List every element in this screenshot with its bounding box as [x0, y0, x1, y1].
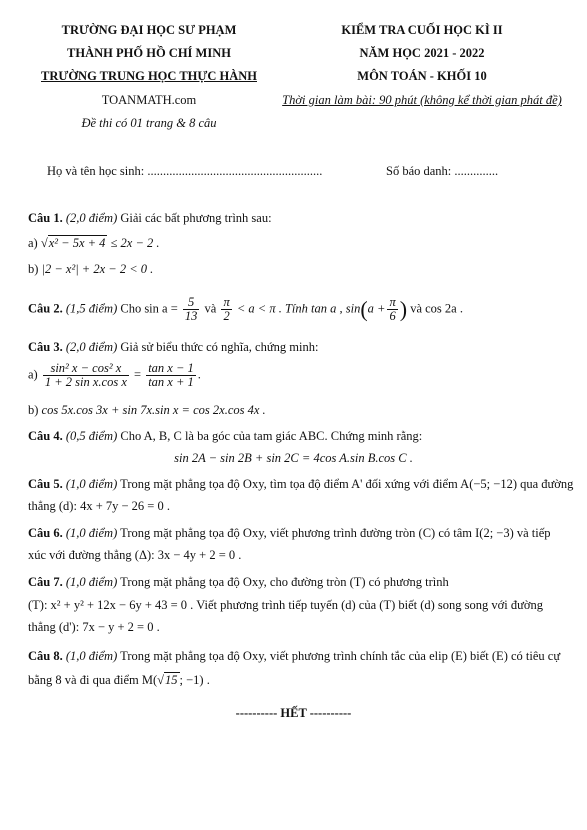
question-text: và — [204, 301, 217, 316]
question-points: (1,0 điểm) — [65, 575, 118, 589]
question-label: Câu 4. — [28, 429, 63, 443]
student-id-label: Số báo danh: — [386, 164, 452, 178]
student-name-row — [47, 164, 322, 179]
question-text: ; −1) . — [179, 673, 210, 687]
question-label: Câu 2. — [28, 301, 63, 316]
fraction: $\frac{\pi}{2}$ — [223, 295, 230, 324]
question-4 — [28, 429, 422, 444]
question-6 — [28, 526, 551, 541]
part-label: a) — [28, 367, 38, 382]
question-1a: a) √x² − 5x + 4 ≤ 2x − 2 . — [28, 236, 160, 250]
question-1b — [28, 262, 153, 277]
exam-title: KIỂM TRA CUỐI HỌC KÌ II — [341, 23, 503, 37]
question-text: Trong mặt phẳng tọa độ Oxy, cho đường tròn (T) có phương trình — [117, 575, 449, 589]
fraction: $\frac{\pi}{6}$ — [389, 295, 396, 324]
question-text: Trong mặt phẳng tọa độ Oxy, viết phương trình chính tắc của elip (E) biết (E) có tiêu cự — [120, 649, 561, 663]
math-expression: a + — [367, 301, 386, 316]
question-8 — [28, 649, 560, 664]
math-expression: cos 5x.cos 3x + sin 7x.sin x = cos 2x.cos 4x . — [41, 403, 266, 417]
question-points: (1,0 điểm) — [65, 526, 118, 540]
question-7-line3: thẳng (d'): 7x − y + 2 = 0 . — [28, 620, 160, 634]
question-text: Cho sin a = — [120, 301, 178, 316]
question-label: Câu 5. — [28, 477, 63, 491]
question-text: Cho A, B, C là ba góc của tam giác ABC. Chứng minh rằng: — [120, 429, 423, 443]
equals-sign: = — [134, 367, 142, 382]
question-label: Câu 1. — [28, 211, 63, 225]
question-4-formula: sin 2A − sin 2B + sin 2C = 4cos A.sin B.cos C . — [174, 451, 413, 465]
math-expression: ≤ 2x − 2 . — [107, 236, 160, 250]
end-marker: ---------- HẾT ---------- — [235, 706, 352, 720]
question-text: bằng 8 và đi qua điểm M( — [28, 673, 158, 687]
question-label: Câu 3. — [28, 340, 63, 354]
question-7-line2: (T): x² + y² + 12x − 6y + 43 = 0 . Viết phương trình tiếp tuyến (d) của (T) biết (d) song song với đường — [28, 598, 544, 612]
question-points: (0,5 điểm) — [65, 429, 118, 443]
question-6-line2: xúc với đường thẳng (Δ): 3x − 4y + 2 = 0 . — [28, 548, 242, 562]
student-name-label: Họ và tên học sinh: — [47, 164, 145, 178]
question-text: và cos 2a . — [410, 301, 463, 316]
question-text: Trong mặt phẳng tọa độ Oxy, tìm tọa độ điểm A' đối xứng với điểm A(−5; −12) qua đường — [120, 477, 574, 491]
school-name-line3: TRƯỜNG TRUNG HỌC THỰC HÀNH — [41, 69, 257, 83]
question-text: Giả sử biểu thức có nghĩa, chứng minh: — [120, 340, 319, 354]
question-points: (2,0 điểm) — [65, 340, 118, 354]
question-1 — [28, 211, 272, 226]
part-label: b) — [28, 262, 39, 276]
time-note: Thời gian làm bài: 90 phút (không kể thời gian phát đề) — [282, 93, 562, 107]
student-name-dots: ........................................................ — [147, 164, 323, 178]
school-name-line1: TRƯỜNG ĐẠI HỌC SƯ PHẠM — [61, 23, 237, 37]
part-label: a) — [28, 236, 38, 250]
question-points: (1,5 điểm) — [65, 301, 118, 316]
math-radicand: 15 — [165, 673, 178, 687]
part-label: b) — [28, 403, 39, 417]
site-name: TOANMATH.com — [101, 93, 197, 107]
question-2: Câu 2. (1,5 điểm) Cho sin a = $\frac{5}{13}$ và $\frac{\pi}{2}$ < a < π . Tính tan a , sin(a + $\frac{\pi}{6}$ ) và cos 2a . — [28, 295, 463, 324]
question-5 — [28, 477, 573, 492]
student-id-dots: .............. — [454, 164, 499, 178]
question-text: < a < π . Tính tan a , sin — [236, 301, 361, 316]
question-label: Câu 6. — [28, 526, 63, 540]
question-7 — [28, 575, 449, 590]
fraction: $\frac{5}{13}$ — [184, 295, 198, 324]
student-id-row — [386, 164, 498, 179]
question-3a: a) $\frac{\text{sin² x − cos² x}}{\text{1 + 2 sin x.cos x}}$ = $\frac{\text{tan x − 1}}{\text{tan x + 1}}$ . — [28, 361, 201, 390]
question-label: Câu 7. — [28, 575, 63, 589]
question-points: (1,0 điểm) — [65, 649, 118, 663]
fraction: $\frac{\text{tan x − 1}}{\text{tan x + 1}}$ — [148, 361, 194, 390]
question-5-line2: thẳng (d): 4x + 7y − 26 = 0 . — [28, 499, 170, 513]
question-text: Trong mặt phẳng tọa độ Oxy, viết phương trình đường tròn (C) có tâm I(2; −3) và tiếp — [120, 526, 551, 540]
school-year: NĂM HỌC 2021 - 2022 — [359, 46, 485, 60]
math-radicand: x² − 5x + 4 — [48, 236, 106, 250]
page-note: Đề thi có 01 trang & 8 câu — [81, 116, 217, 130]
subject: MÔN TOÁN - KHỐI 10 — [357, 69, 487, 83]
fraction: $\frac{\text{sin² x − cos² x}}{\text{1 + 2 sin x.cos x}}$ — [44, 361, 127, 390]
question-8-line2: bằng 8 và đi qua điểm M(√15 ; −1) . — [28, 673, 210, 687]
question-3 — [28, 340, 318, 355]
question-label: Câu 8. — [28, 649, 63, 663]
question-points: (2,0 điểm) — [65, 211, 118, 225]
math-expression: |2 − x²| + 2x − 2 < 0 . — [41, 262, 154, 276]
question-points: (1,0 điểm) — [65, 477, 118, 491]
question-3b — [28, 403, 266, 418]
school-name-line2: THÀNH PHỐ HỒ CHÍ MINH — [67, 46, 231, 60]
question-text: Giải các bất phương trình sau: — [120, 211, 272, 225]
